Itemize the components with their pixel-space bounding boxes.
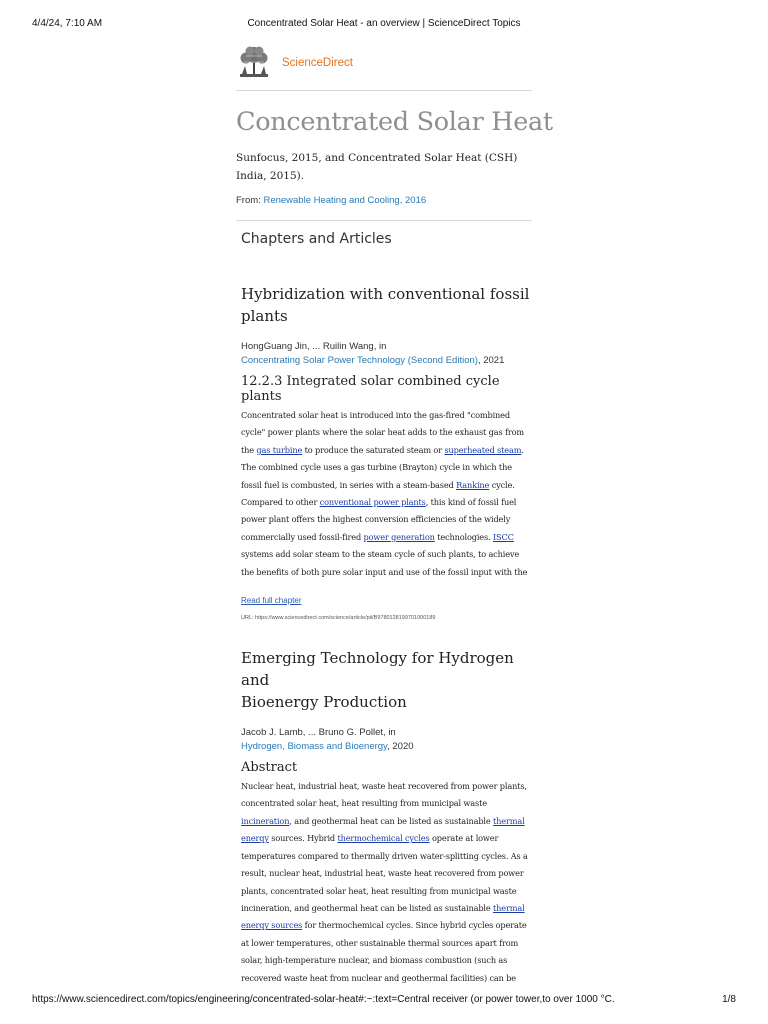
keyword-link[interactable]: thermochemical cycles: [337, 833, 430, 844]
elsevier-tree-icon: [236, 44, 272, 80]
from-label: From:: [236, 195, 261, 206]
article-title-line2: Bioenergy Production: [241, 693, 407, 712]
read-full-chapter-link[interactable]: Read full chapter: [241, 596, 302, 606]
abstract-text: , and geothermal heat can be listed as sustainable: [289, 815, 494, 826]
article-source-line: [241, 741, 532, 752]
keyword-link[interactable]: incineration: [241, 815, 290, 826]
brand-header: [236, 44, 532, 82]
excerpt-text: to produce the saturated steam or: [302, 444, 445, 455]
article-subheading: 12.2.3 Integrated solar combined cycle plants: [241, 374, 500, 404]
article-title-line1: Emerging Technology for Hydrogen and: [241, 649, 514, 690]
abstract-text: for thermochemical cycles. Since hybrid cycles operate at lower temperatures, other sustainable thermal sources apart from solar, high-temperature nuclear, and biomass combustion (such as recovered waste heat from nuclear and geothermal facilities) can be: [241, 920, 527, 983]
article-title[interactable]: [241, 647, 532, 713]
article-title-line1: Hybridization with conventional fossil: [241, 285, 530, 303]
page-title: Concentrated Solar Heat: [236, 107, 553, 137]
print-header: [0, 18, 768, 32]
print-page-number: 1/8: [722, 994, 736, 1005]
print-footer: [0, 994, 768, 1008]
article-title[interactable]: [241, 283, 532, 327]
from-source-link[interactable]: Renewable Heating and Cooling, 2016: [263, 195, 427, 206]
article-abstract: [241, 778, 532, 987]
article-authors: Jacob J. Lamb, ... Bruno G. Pollet, in: [241, 727, 396, 739]
keyword-link[interactable]: conventional power plants: [319, 497, 426, 508]
print-datetime: 4/4/24, 7:10 AM: [32, 18, 103, 29]
excerpt-text: systems add solar steam to the steam cycle of such plants, to achieve the benefits of both pure solar input and use of the fossil input with the: [241, 549, 528, 577]
keyword-link[interactable]: Rankine: [456, 479, 490, 490]
article-excerpt: [241, 407, 532, 581]
keyword-link[interactable]: power generation: [363, 531, 435, 542]
topic-intro: Sunfocus, 2015, and Concentrated Solar Heat (CSH) India, 2015).: [236, 152, 518, 182]
section-title: Chapters and Articles: [241, 231, 392, 247]
topic-page: [236, 44, 553, 987]
article-url: URL: https://www.sciencedirect.com/science/article/pii/B9780128199701000189: [241, 615, 436, 622]
divider: [236, 220, 532, 221]
article-subheading: Abstract: [241, 760, 298, 776]
from-line: [236, 195, 532, 206]
article-source-link[interactable]: Concentrating Solar Power Technology (Second Edition): [241, 355, 478, 366]
keyword-link[interactable]: ISCC: [492, 531, 514, 542]
excerpt-text: , this kind of fossil fuel power plant offers the highest conversion efficiencies of the widely commercially used fossil-fired: [241, 497, 517, 542]
keyword-link[interactable]: gas turbine: [256, 444, 303, 455]
abstract-text: Nuclear heat, industrial heat, waste heat recovered from power plants, concentrated solar heat, heat resulting from municipal waste: [241, 781, 527, 809]
excerpt-text: Concentrated solar heat is introduced into the gas-fired "combined cycle" power plants where the solar heat adds to the exhaust gas from the: [241, 410, 525, 455]
print-page-title: Concentrated Solar Heat - an overview | ScienceDirect Topics: [247, 18, 521, 29]
divider: [236, 90, 532, 91]
abstract-text: operate at lower temperatures compared to thermally driven water-splitting cycles. As a result, nuclear heat, industrial heat, waste heat recovered from power plants, concentrated solar heat, heat resulting from municipal waste incineration, and geothermal heat can be listed as sustainable: [241, 833, 528, 913]
keyword-link[interactable]: thermal energy: [241, 815, 525, 844]
article-title-line2: plants: [241, 307, 288, 325]
article-year: , 2020: [387, 741, 414, 753]
abstract-text: sources. Hybrid: [268, 833, 338, 844]
article-source-line: [241, 355, 532, 366]
article-year: , 2021: [477, 355, 505, 366]
excerpt-text: . The combined cycle uses a gas turbine (Brayton) cycle in which the fossil fuel is combusted, in series with a steam-based: [241, 444, 524, 490]
excerpt-text: technologies.: [434, 531, 493, 542]
keyword-link[interactable]: thermal energy sources: [241, 902, 525, 931]
article-card: [241, 283, 532, 621]
keyword-link[interactable]: superheated steam: [444, 444, 522, 455]
print-url: https://www.sciencedirect.com/topics/engineering/concentrated-solar-heat#:~:text=Central receiver (or power tower,to over 1000 °C.: [32, 994, 615, 1005]
article-source-link[interactable]: Hydrogen, Biomass and Bioenergy: [241, 741, 388, 753]
article-authors: HongGuang Jin, ... Ruilin Wang, in: [241, 341, 387, 352]
brand-name[interactable]: ScienceDirect: [282, 57, 353, 69]
excerpt-text: cycle. Compared to other: [241, 479, 515, 508]
article-card: [241, 647, 532, 987]
